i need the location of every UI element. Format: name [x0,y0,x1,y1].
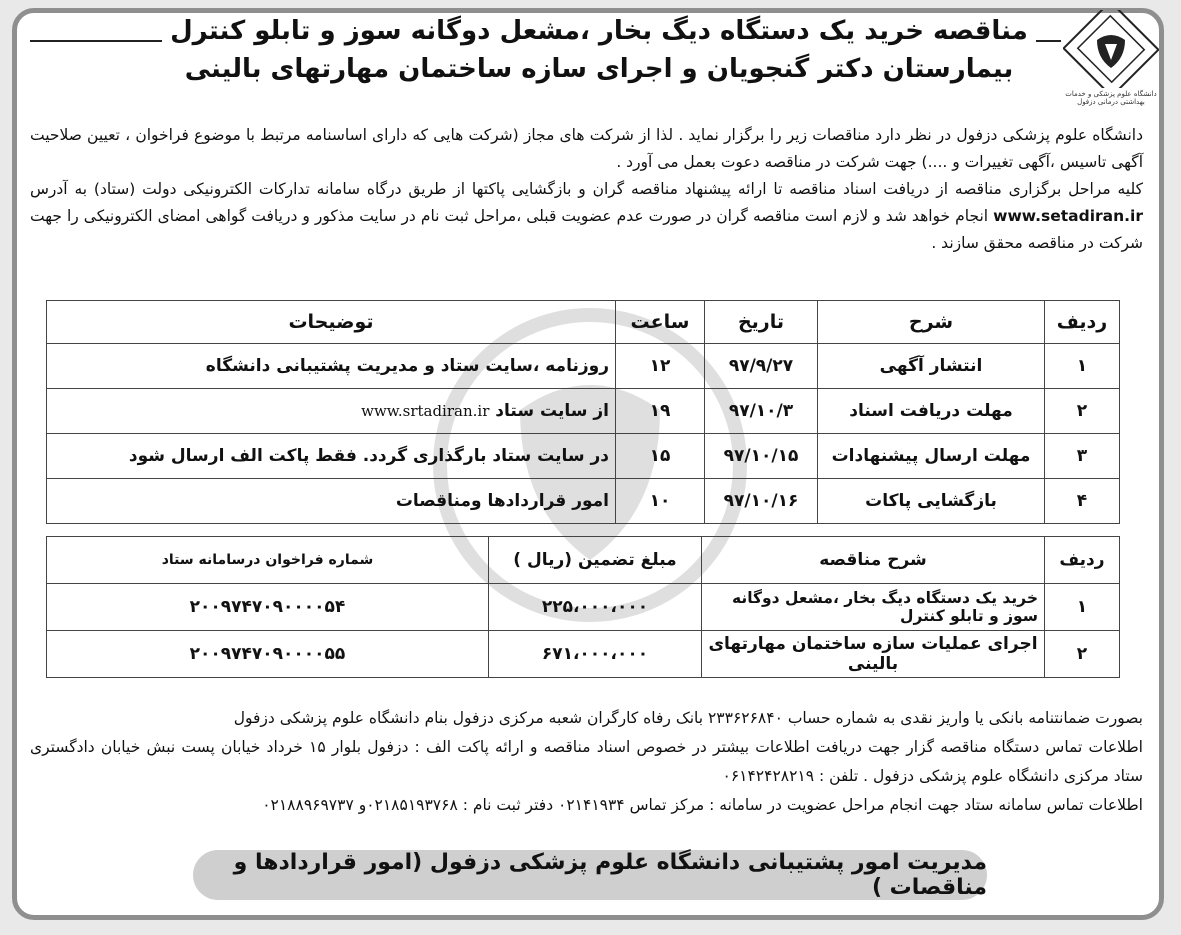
row-notes: امور قراردادها ومناقصات [47,479,616,524]
title-line-2: بیمارستان دکتر گنجویان و اجرای سازه ساختمان مهارتهای بالینی [177,54,1022,84]
col-notes-header: توضیحات [47,301,616,344]
intro-paragraph-2 [30,176,1143,257]
col-tender-desc-header: شرح مناقصه [702,537,1045,584]
table-row [47,584,1120,631]
tender-code: ۲۰۰۹۷۴۷۰۹۰۰۰۰۵۴ [47,584,489,631]
row-notes: روزنامه ،سایت ستاد و مدیریت پشتیبانی دانشگاه [47,344,616,389]
intro-p2-start: کلیه مراحل برگزاری مناقصه از دریافت اسناد مناقصه تا ارائه پیشنهاد مناقصه گران و بازگشایی پاکتها از طریق درگاه سامانه تدارکات الکترونیکی دولت (ستاد) به آدرس [30,180,1143,198]
intro-text [30,122,1143,257]
col-row-header: ردیف [1045,537,1120,584]
row-time: ۱۰ [616,479,705,524]
row-date: ۹۷/۹/۲۷ [705,344,818,389]
table-row [47,389,1120,434]
row-number: ۳ [1045,434,1120,479]
col-code-header: شماره فراخوان درسامانه ستاد [47,537,489,584]
footer-paragraph-3: اطلاعات تماس سامانه ستاد جهت انجام مراحل عضویت در سامانه : مرکز تماس ۰۲۱۴۱۹۳۴ دفتر ثبت نام : ۰۲۱۸۵۱۹۳۷۶۸و ۰۲۱۸۸۹۶۹۷۳۷ [262,796,1143,814]
table-row [47,631,1120,678]
col-row-header: ردیف [1045,301,1120,344]
row-desc: مهلت دریافت اسناد [818,389,1045,434]
university-logo [1063,10,1159,106]
footer-paragraph-1: بصورت ضمانتنامه بانکی یا واریز نقدی به شماره حساب ۲۳۳۶۲۶۸۴۰ بانک رفاه کارگران شعبه مرکزی دزفول بنام دانشگاه علوم پزشکی دزفول [233,709,1143,727]
intro-paragraph-1: دانشگاه علوم پزشکی دزفول در نظر دارد مناقصات زیر را برگزار نماید . لذا از شرکت های مجاز (شرکت هایی که دارای اساسنامه مرتبط با موضوع فراخوان ، تعیین صلاحیت آگهی تاسیس ،آگهی تغییرات و ....) جهت شرکت در مناقصه دعوت بعمل می آورد . [30,126,1143,171]
schedule-header-row [47,301,1120,344]
banner-text: مدیریت امور پشتیبانی دانشگاه علوم پزشکی دزفول (امور قراردادها و مناقصات ) [233,850,987,900]
row-desc: بازگشایی پاکات [818,479,1045,524]
row-date: ۹۷/۱۰/۱۶ [705,479,818,524]
schedule-table [46,300,1120,524]
col-time-header: ساعت [616,301,705,344]
col-desc-header: شرح [818,301,1045,344]
page-title [149,12,1049,88]
tender-desc: اجرای عملیات سازه ساختمان مهارتهای بالینی [702,631,1045,678]
table-row [47,344,1120,389]
col-date-header: تاریخ [705,301,818,344]
row-notes [47,389,616,434]
row-time: ۱۲ [616,344,705,389]
tender-amount: ۶۷۱،۰۰۰،۰۰۰ [489,631,702,678]
row-time: ۱۹ [616,389,705,434]
footer-text [30,704,1143,820]
footer-banner [193,850,987,900]
row-date: ۹۷/۱۰/۳ [705,389,818,434]
row-date: ۹۷/۱۰/۱۵ [705,434,818,479]
table-row [47,479,1120,524]
logo-caption: دانشگاه علوم پزشکی و خدمات بهداشتی درمانی دزفول [1065,90,1157,106]
university-emblem-icon [1063,10,1159,88]
tender-code: ۲۰۰۹۷۴۷۰۹۰۰۰۰۵۵ [47,631,489,678]
tenders-table [46,536,1120,678]
intro-p2-end: انجام خواهد شد و لازم است مناقصه گران در صورت عدم عضویت قبلی ،مراحل ثبت نام در سایت مذکور و دریافت گواهی امضای الکترونیکی را جهت شرکت در مناقصه محقق سازند . [30,207,1143,252]
title-line-1: مناقصه خرید یک دستگاه دیگ بخار ،مشعل دوگانه سوز و تابلو کنترل [162,16,1036,46]
row-desc: مهلت ارسال پیشنهادات [818,434,1045,479]
tender-amount: ۲۲۵،۰۰۰،۰۰۰ [489,584,702,631]
row-notes: در سایت ستاد بارگذاری گردد. فقط پاکت الف ارسال شود [47,434,616,479]
row-number: ۲ [1045,631,1120,678]
row-number: ۱ [1045,344,1120,389]
tenders-header-row [47,537,1120,584]
row-number: ۲ [1045,389,1120,434]
tender-desc: خرید یک دستگاه دیگ بخار ،مشعل دوگانه سوز و تابلو کنترل [702,584,1045,631]
table-row [47,434,1120,479]
row-number: ۴ [1045,479,1120,524]
setadiran-link[interactable]: www.setadiran.ir [993,207,1143,225]
col-amount-header: مبلغ تضمین (ریال ) [489,537,702,584]
footer-paragraph-2: اطلاعات تماس دستگاه مناقصه گزار جهت دریافت اطلاعات بیشتر در خصوص اسناد مناقصه و ارائه پاکت الف : دزفول بلوار ۱۵ خرداد خیابان پست نبش خیابان دادگستری ستاد مرکزی دانشگاه علوم پزشکی دزفول . تلفن : ۰۶۱۴۲۴۲۸۲۱۹ [30,738,1143,785]
row-number: ۱ [1045,584,1120,631]
row-desc: انتشار آگهی [818,344,1045,389]
srtadiran-link[interactable]: www.srtadiran.ir [361,402,490,420]
row-time: ۱۵ [616,434,705,479]
row-notes-text: از سایت ستاد [495,401,609,421]
